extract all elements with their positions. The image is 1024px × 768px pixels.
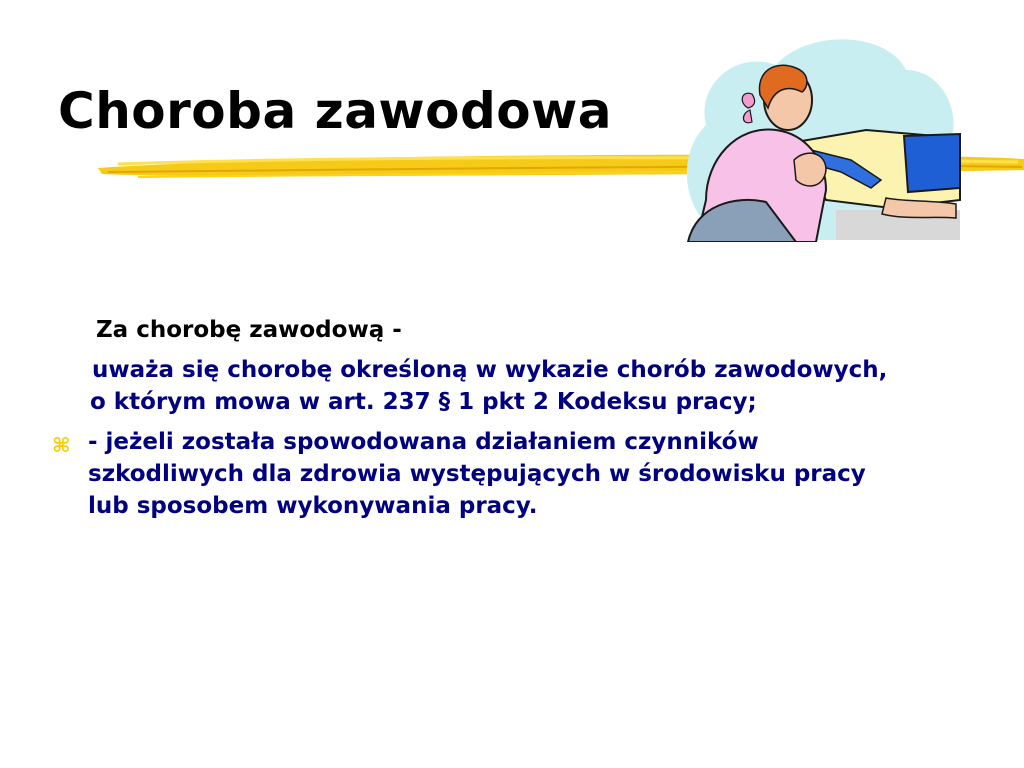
command-key-bullet-icon: ⌘	[52, 433, 71, 457]
definition-line: uważa się chorobę określoną w wykazie chorób zawodowych,	[92, 357, 888, 383]
bullet-line: lub sposobem wykonywania pracy.	[88, 493, 538, 519]
intro-line: Za chorobę zawodową -	[96, 317, 402, 343]
first-aid-clipart	[676, 30, 966, 242]
bullet-line: szkodliwych dla zdrowia występujących w środowisku pracy	[88, 461, 866, 487]
definition-line: o którym mowa w art. 237 § 1 pkt 2 Kodeksu pracy;	[90, 389, 757, 415]
bullet-line: - jeżeli została spowodowana działaniem czynników	[88, 429, 759, 455]
slide-title: Choroba zawodowa	[58, 82, 613, 140]
